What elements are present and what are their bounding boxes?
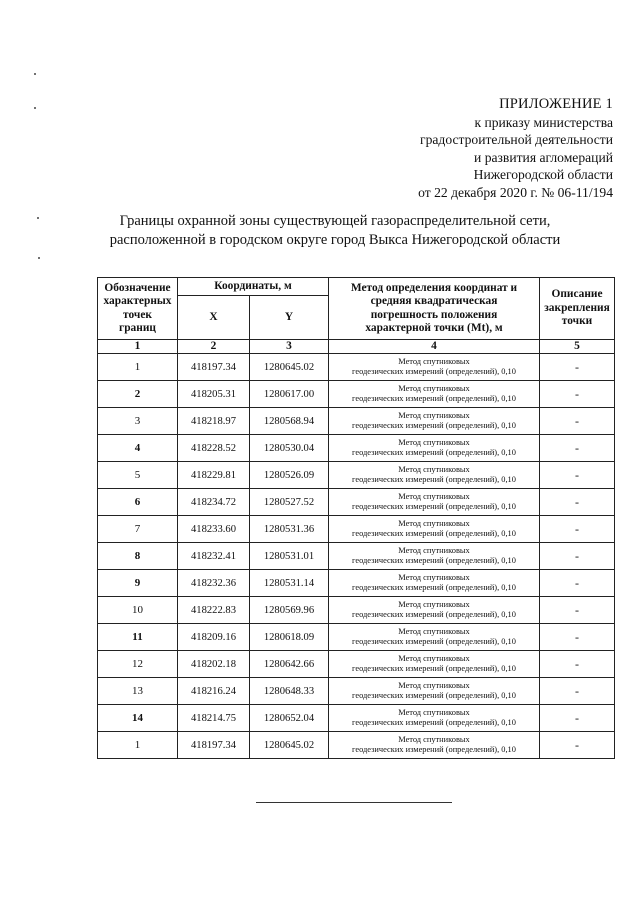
fixing-description: - [540, 624, 615, 651]
method-cell [329, 597, 540, 624]
method-line: Метод спутниковых [398, 573, 470, 583]
coordinates-table [97, 277, 615, 759]
method-line: Метод спутниковых [398, 627, 470, 637]
method-line: геодезических измерений (определений), 0,10 [352, 475, 516, 485]
method-line: Метод спутниковых [398, 708, 470, 718]
y-coordinate: 1280648.33 [250, 678, 329, 705]
x-coordinate: 418222.83 [178, 597, 250, 624]
method-cell [329, 570, 540, 597]
method-line: геодезических измерений (определений), 0,10 [352, 583, 516, 593]
x-coordinate: 418214.75 [178, 705, 250, 732]
header-text: закрепления [544, 301, 610, 314]
table-row [98, 462, 615, 489]
table-row [98, 624, 615, 651]
appendix-label: ПРИЛОЖЕНИЕ 1 [499, 96, 613, 112]
table-row [98, 354, 615, 381]
title-line: Границы охранной зоны существующей газораспределительной сети, [119, 213, 551, 229]
x-coordinate: 418233.60 [178, 516, 250, 543]
fixing-description: - [540, 732, 615, 759]
method-cell [329, 462, 540, 489]
point-number: 8 [98, 543, 178, 570]
header-text: средняя квадратическая [370, 295, 498, 308]
column-number: 1 [98, 340, 178, 354]
y-coordinate: 1280527.52 [250, 489, 329, 516]
table-row [98, 597, 615, 624]
column-number-row [98, 340, 615, 354]
point-number: 2 [98, 381, 178, 408]
table-row [98, 435, 615, 462]
point-number: 10 [98, 597, 178, 624]
column-number: 3 [250, 340, 329, 354]
x-coordinate: 418197.34 [178, 354, 250, 381]
point-number: 6 [98, 489, 178, 516]
method-line: геодезических измерений (определений), 0,10 [352, 448, 516, 458]
fixing-description: - [540, 651, 615, 678]
method-line: Метод спутниковых [398, 600, 470, 610]
table-row [98, 705, 615, 732]
fixing-description: - [540, 462, 615, 489]
title-line: расположенной в городском округе город Выкса Нижегородской области [109, 231, 561, 248]
method-cell [329, 354, 540, 381]
point-number: 5 [98, 462, 178, 489]
method-line: Метод спутниковых [398, 654, 470, 664]
header-text: Обозначение [104, 281, 171, 294]
y-coordinate: 1280568.94 [250, 408, 329, 435]
y-header: Y [250, 296, 329, 340]
method-cell [329, 381, 540, 408]
method-line: геодезических измерений (определений), 0,10 [352, 691, 516, 701]
fixing-description: - [540, 570, 615, 597]
point-number: 12 [98, 651, 178, 678]
fixing-description: - [540, 435, 615, 462]
y-coordinate: 1280531.01 [250, 543, 329, 570]
method-line: Метод спутниковых [398, 357, 470, 367]
y-coordinate: 1280531.36 [250, 516, 329, 543]
method-cell [329, 705, 540, 732]
point-number: 14 [98, 705, 178, 732]
header-line: и развития агломераций [474, 149, 613, 165]
method-line: Метод спутниковых [398, 546, 470, 556]
header-line: к приказу министерства [474, 114, 613, 130]
method-cell [329, 678, 540, 705]
header-line: от 22 декабря 2020 г. № 06-11/194 [418, 184, 613, 200]
designation-header [98, 278, 178, 340]
method-line: геодезических измерений (определений), 0,10 [352, 664, 516, 674]
x-coordinate: 418209.16 [178, 624, 250, 651]
y-coordinate: 1280617.00 [250, 381, 329, 408]
appendix-header [313, 96, 613, 202]
scan-speck [38, 257, 40, 259]
y-coordinate: 1280531.14 [250, 570, 329, 597]
x-coordinate: 418216.24 [178, 678, 250, 705]
point-number: 1 [98, 354, 178, 381]
method-line: геодезических измерений (определений), 0,10 [352, 745, 516, 755]
x-coordinate: 418232.41 [178, 543, 250, 570]
x-coordinate: 418197.34 [178, 732, 250, 759]
method-cell [329, 732, 540, 759]
method-line: Метод спутниковых [398, 519, 470, 529]
x-coordinate: 418218.97 [178, 408, 250, 435]
scan-speck [34, 107, 36, 109]
header-line: Нижегородской области [473, 167, 613, 183]
method-line: геодезических измерений (определений), 0,10 [352, 637, 516, 647]
table-row [98, 732, 615, 759]
description-header [540, 278, 615, 340]
point-number: 1 [98, 732, 178, 759]
x-coordinate: 418232.36 [178, 570, 250, 597]
y-coordinate: 1280642.66 [250, 651, 329, 678]
fixing-description: - [540, 489, 615, 516]
header-text: точки [561, 315, 593, 328]
method-line: геодезических измерений (определений), 0,10 [352, 556, 516, 566]
method-cell [329, 435, 540, 462]
y-coordinate: 1280645.02 [250, 732, 329, 759]
header-text: точек [123, 308, 152, 321]
header-text: характерной точки (Mt), м [365, 321, 503, 334]
point-number: 9 [98, 570, 178, 597]
method-line: геодезических измерений (определений), 0,10 [352, 718, 516, 728]
x-coordinate: 418228.52 [178, 435, 250, 462]
method-header [329, 278, 540, 340]
x-header: X [178, 296, 250, 340]
x-coordinate: 418234.72 [178, 489, 250, 516]
point-number: 13 [98, 678, 178, 705]
table-row [98, 516, 615, 543]
method-line: Метод спутниковых [398, 384, 470, 394]
header-text: Описание [551, 288, 603, 301]
fixing-description: - [540, 705, 615, 732]
method-cell [329, 408, 540, 435]
y-coordinate: 1280569.96 [250, 597, 329, 624]
method-cell [329, 489, 540, 516]
header-line: градостроительной деятельности [420, 132, 613, 148]
fixing-description: - [540, 408, 615, 435]
point-number: 11 [98, 624, 178, 651]
table-row [98, 408, 615, 435]
footer-rule [256, 802, 452, 803]
fixing-description: - [540, 597, 615, 624]
fixing-description: - [540, 678, 615, 705]
point-number: 4 [98, 435, 178, 462]
y-coordinate: 1280530.04 [250, 435, 329, 462]
method-line: Метод спутниковых [398, 438, 470, 448]
table-row [98, 543, 615, 570]
point-number: 3 [98, 408, 178, 435]
header-text: границ [119, 321, 156, 334]
x-coordinate: 418229.81 [178, 462, 250, 489]
method-line: геодезических измерений (определений), 0,10 [352, 421, 516, 431]
method-cell [329, 516, 540, 543]
method-line: Метод спутниковых [398, 735, 470, 745]
fixing-description: - [540, 381, 615, 408]
x-coordinate: 418202.18 [178, 651, 250, 678]
method-line: геодезических измерений (определений), 0,10 [352, 610, 516, 620]
column-number: 4 [329, 340, 540, 354]
method-cell [329, 624, 540, 651]
coords-header: Координаты, м [178, 278, 329, 296]
table-row [98, 651, 615, 678]
column-number: 2 [178, 340, 250, 354]
method-line: геодезических измерений (определений), 0,10 [352, 367, 516, 377]
fixing-description: - [540, 543, 615, 570]
method-cell [329, 543, 540, 570]
y-coordinate: 1280526.09 [250, 462, 329, 489]
method-line: геодезических измерений (определений), 0,10 [352, 502, 516, 512]
method-line: Метод спутниковых [398, 411, 470, 421]
y-coordinate: 1280618.09 [250, 624, 329, 651]
method-line: геодезических измерений (определений), 0,10 [352, 529, 516, 539]
document-title [30, 212, 640, 249]
fixing-description: - [540, 354, 615, 381]
fixing-description: - [540, 516, 615, 543]
table-row [98, 381, 615, 408]
scan-speck [34, 73, 36, 75]
header-text: характерных [103, 295, 172, 308]
point-number: 7 [98, 516, 178, 543]
header-text: погрешность положения [370, 308, 498, 321]
table-row [98, 489, 615, 516]
method-cell [329, 651, 540, 678]
method-line: Метод спутниковых [398, 681, 470, 691]
column-number: 5 [540, 340, 615, 354]
y-coordinate: 1280645.02 [250, 354, 329, 381]
x-coordinate: 418205.31 [178, 381, 250, 408]
table-row [98, 570, 615, 597]
y-coordinate: 1280652.04 [250, 705, 329, 732]
method-line: Метод спутниковых [398, 492, 470, 502]
method-line: геодезических измерений (определений), 0,10 [352, 394, 516, 404]
header-text: Метод определения координат и [350, 281, 518, 294]
table-row [98, 678, 615, 705]
method-line: Метод спутниковых [398, 465, 470, 475]
